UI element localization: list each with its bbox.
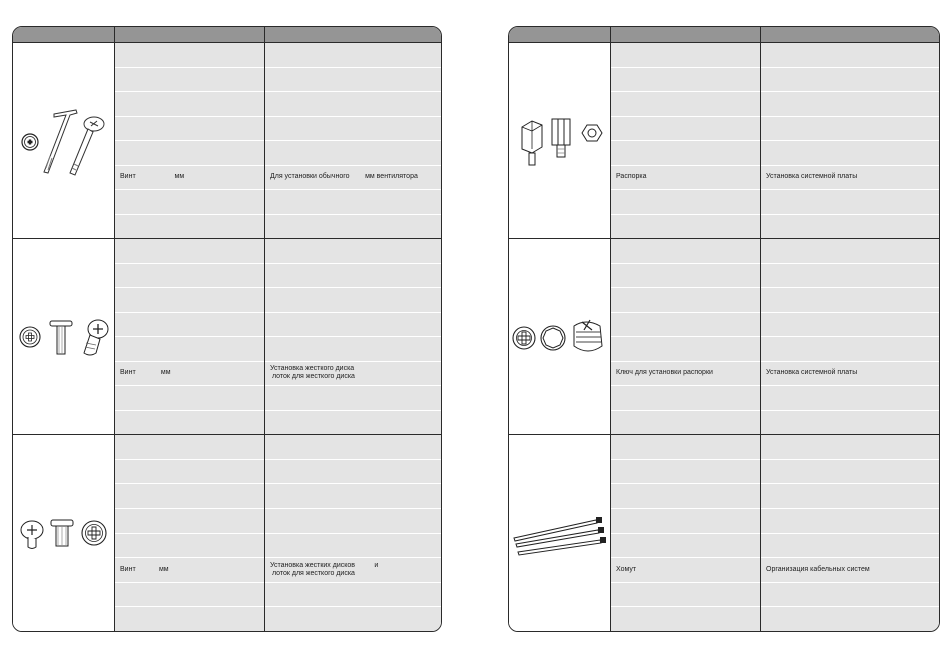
image-cell-hdd-tray-screw: [13, 435, 115, 631]
item-cell-hdd-tray-screw: [115, 435, 265, 631]
hdd-screw-icon: [16, 307, 112, 367]
image-cell-hdd-screw: [13, 239, 115, 435]
hdd-tray-screw-icon: [16, 508, 112, 558]
item-label: Винт мм: [115, 362, 264, 387]
item-cell-fan-screw: [115, 43, 265, 239]
usage-cell-standoff-key: [761, 239, 940, 435]
item-cell-standoff-key: [611, 239, 761, 435]
cable-tie-icon: [510, 508, 610, 558]
image-cell-standoff-key: [509, 239, 611, 435]
item-cell-hdd-screw: [115, 239, 265, 435]
header-cell-item: [115, 27, 265, 43]
header-cell-image: [509, 27, 611, 43]
usage-label: Установка жесткого диска лоток для жесткого диска: [265, 362, 442, 387]
usage-cell-fan-screw: [265, 43, 442, 239]
header-cell-item: [611, 27, 761, 43]
usage-label: Установка системной платы: [761, 362, 940, 387]
item-label: Распорка: [611, 166, 760, 191]
accessory-table-left: [12, 26, 442, 632]
usage-cell-standoff: [761, 43, 940, 239]
usage-cell-hdd-tray-screw: [265, 435, 442, 631]
long-fan-screw-icon: [16, 96, 112, 186]
item-cell-standoff: [611, 43, 761, 239]
usage-cell-cable-tie: [761, 435, 940, 631]
item-label: Винт мм: [115, 558, 264, 583]
image-cell-fan-screw: [13, 43, 115, 239]
usage-cell-hdd-screw: [265, 239, 442, 435]
accessory-table-right: [508, 26, 940, 632]
item-label: Винт мм: [115, 166, 264, 191]
image-cell-cable-tie: [509, 435, 611, 631]
standoff-key-icon: [510, 312, 610, 362]
usage-label: Установка жестких дисков и лоток для жесткого диска: [265, 558, 442, 583]
image-cell-standoff: [509, 43, 611, 239]
standoff-icon: [512, 111, 608, 171]
usage-label: Организация кабельных систем: [761, 558, 940, 583]
header-cell-usage: [761, 27, 940, 43]
usage-label: Для установки обычного мм вентилятора: [265, 166, 442, 191]
header-cell-image: [13, 27, 115, 43]
header-cell-usage: [265, 27, 442, 43]
usage-label: Установка системной платы: [761, 166, 940, 191]
item-label: Ключ для установки распорки: [611, 362, 760, 387]
item-cell-cable-tie: [611, 435, 761, 631]
item-label: Хомут: [611, 558, 760, 583]
